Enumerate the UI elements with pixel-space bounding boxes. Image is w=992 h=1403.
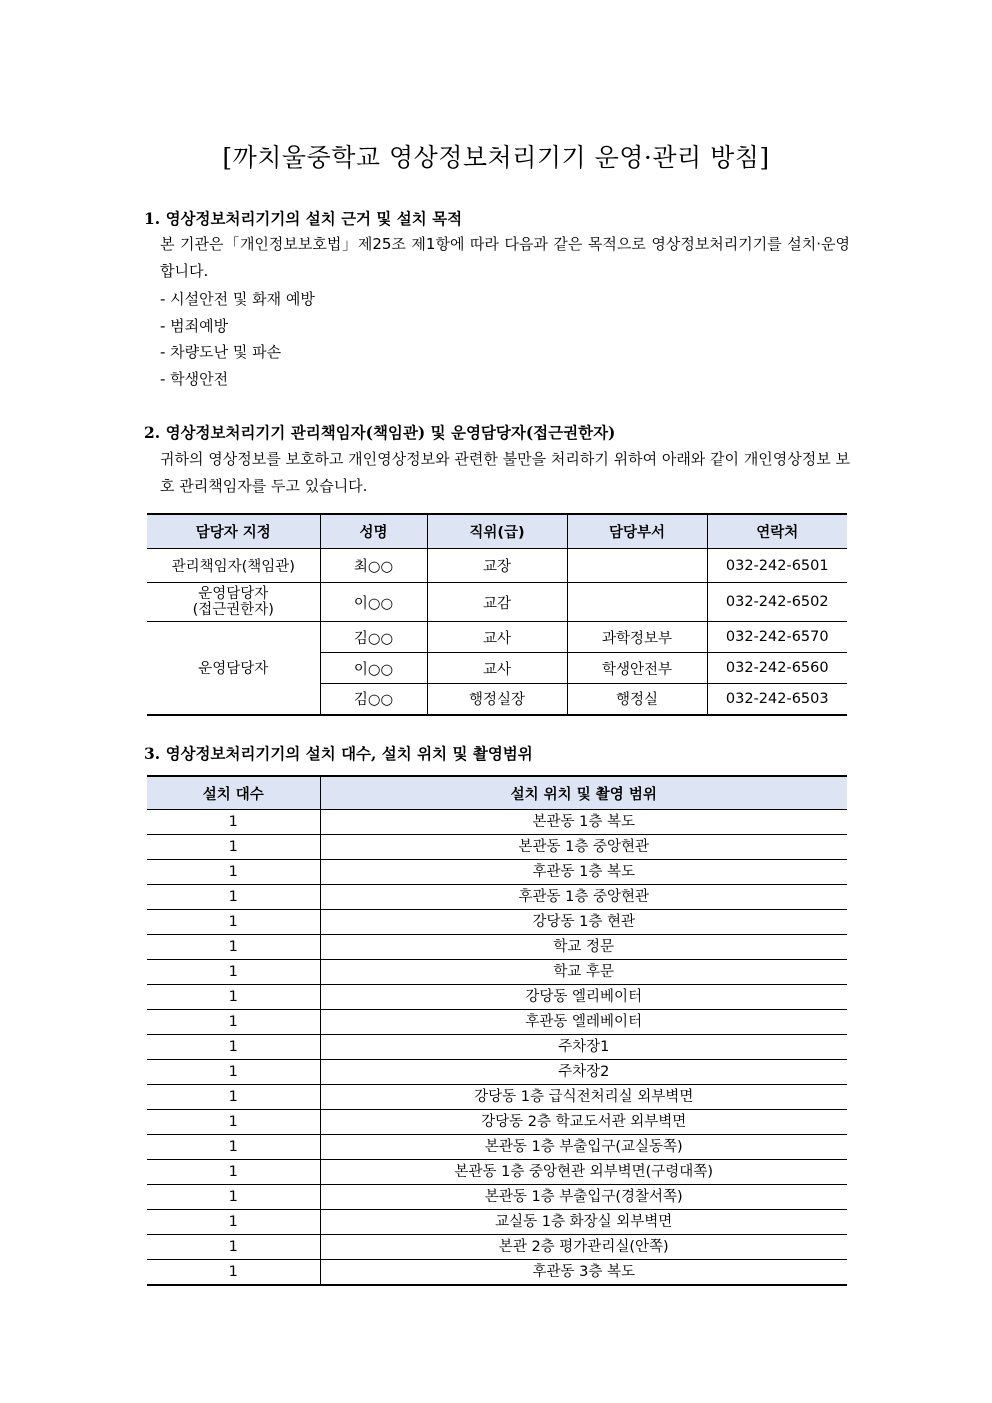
header-phone: 연락처 (707, 514, 847, 549)
cell-count: 1 (147, 1110, 320, 1135)
cell-position: 교사 (427, 622, 567, 653)
cell-location: 강당동 1층 현관 (320, 910, 847, 935)
section2-heading: 2. 영상정보처리기기 관리책임자(책임관) 및 운영담당자(접근권한자) (144, 423, 616, 442)
cell-location: 후관동 1층 복도 (320, 860, 847, 885)
section1-bullet: - 학생안전 (160, 370, 229, 388)
cell-location: 후관동 엘레베이터 (320, 1010, 847, 1035)
table-row (147, 1160, 847, 1185)
cell-location: 강당동 1층 급식전처리실 외부벽면 (320, 1085, 847, 1110)
cell-count: 1 (147, 860, 320, 885)
header-count: 설치 대수 (147, 776, 320, 810)
table-header-row (147, 776, 847, 810)
header-dept: 담당부서 (567, 514, 707, 549)
document-title: [까치울중학교 영상정보처리기기 운영·관리 방침] (222, 143, 770, 172)
header-name: 성명 (320, 514, 427, 549)
cell-role-line2: (접근권한자) (192, 602, 274, 618)
header-position: 직위(급) (427, 514, 567, 549)
table-row (147, 960, 847, 985)
section1-heading: 1. 영상정보처리기기의 설치 근거 및 설치 목적 (144, 209, 463, 228)
cell-location: 본관동 1층 중앙현관 (320, 835, 847, 860)
section1-paragraph: 본 기관은「개인정보보호법」제25조 제1항에 따라 다음과 같은 목적으로 영상정보처리기기를 설치·운영합니다. (160, 235, 850, 280)
cell-count: 1 (147, 1185, 320, 1210)
cell-name: 김○○ (320, 684, 427, 715)
cell-location: 학교 후문 (320, 960, 847, 985)
section2-paragraph: 귀하의 영상정보를 보호하고 개인영상정보와 관련한 불만을 처리하기 위하여 아래와 같이 개인영상정보 보호 관리책임자를 두고 있습니다. (160, 450, 851, 495)
table-row (147, 1135, 847, 1160)
cell-location: 강당동 2층 학교도서관 외부벽면 (320, 1110, 847, 1135)
cell-count: 1 (147, 810, 320, 835)
table-row (147, 1035, 847, 1060)
cell-name: 이○○ (320, 583, 427, 622)
cell-count: 1 (147, 885, 320, 910)
cell-count: 1 (147, 1260, 320, 1286)
cell-count: 1 (147, 1060, 320, 1085)
table-row (147, 935, 847, 960)
cell-location: 강당동 엘리베이터 (320, 985, 847, 1010)
cell-count: 1 (147, 835, 320, 860)
table-row (147, 1085, 847, 1110)
table-row (147, 549, 847, 583)
cell-role (147, 583, 320, 622)
table-row (147, 835, 847, 860)
cell-position: 교감 (427, 583, 567, 622)
cell-dept: 과학정보부 (567, 622, 707, 653)
table-row (147, 1210, 847, 1235)
cell-position: 행정실장 (427, 684, 567, 715)
cell-count: 1 (147, 1210, 320, 1235)
table-row (147, 583, 847, 622)
cell-phone: 032-242-6501 (707, 549, 847, 583)
cell-phone: 032-242-6503 (707, 684, 847, 715)
table-row (147, 910, 847, 935)
cell-location: 본관동 1층 부출입구(경찰서쪽) (320, 1185, 847, 1210)
cell-phone: 032-242-6560 (707, 653, 847, 684)
table-row (147, 810, 847, 835)
table-row (147, 1110, 847, 1135)
cell-count: 1 (147, 1160, 320, 1185)
cell-location: 주차장2 (320, 1060, 847, 1085)
table-row (147, 1185, 847, 1210)
camera-location-table (147, 775, 847, 1286)
table-header-row (147, 514, 847, 549)
cell-position: 교사 (427, 653, 567, 684)
cell-name: 이○○ (320, 653, 427, 684)
section1-bullet: - 시설안전 및 화재 예방 (160, 290, 315, 308)
cell-location: 학교 정문 (320, 935, 847, 960)
cell-dept (567, 549, 707, 583)
cell-location: 후관동 3층 복도 (320, 1260, 847, 1286)
cell-count: 1 (147, 1085, 320, 1110)
header-role: 담당자 지정 (147, 514, 320, 549)
table-row (147, 885, 847, 910)
cell-count: 1 (147, 985, 320, 1010)
cell-location: 주차장1 (320, 1035, 847, 1060)
cell-location: 후관동 1층 중앙현관 (320, 885, 847, 910)
cell-phone: 032-242-6502 (707, 583, 847, 622)
section3-heading: 3. 영상정보처리기기의 설치 대수, 설치 위치 및 촬영범위 (144, 744, 533, 763)
header-location: 설치 위치 및 촬영 범위 (320, 776, 847, 810)
cell-phone: 032-242-6570 (707, 622, 847, 653)
cell-count: 1 (147, 910, 320, 935)
staff-table (147, 513, 847, 716)
cell-dept: 행정실 (567, 684, 707, 715)
cell-count: 1 (147, 935, 320, 960)
table-row (147, 1235, 847, 1260)
table-row (147, 985, 847, 1010)
table-row (147, 622, 847, 653)
cell-count: 1 (147, 1035, 320, 1060)
table-row (147, 1260, 847, 1286)
cell-dept: 학생안전부 (567, 653, 707, 684)
cell-dept (567, 583, 707, 622)
cell-name: 김○○ (320, 622, 427, 653)
cell-location: 본관동 1층 복도 (320, 810, 847, 835)
cell-location: 본관동 1층 중앙현관 외부벽면(구령대쪽) (320, 1160, 847, 1185)
section1-bullet: - 차량도난 및 파손 (160, 343, 282, 361)
section1-bullet: - 범죄예방 (160, 317, 229, 335)
cell-count: 1 (147, 1010, 320, 1035)
cell-count: 1 (147, 960, 320, 985)
table-row (147, 860, 847, 885)
cell-role: 관리책임자(책임관) (147, 549, 320, 583)
table-row (147, 1010, 847, 1035)
cell-location: 본관동 1층 부출입구(교실동쪽) (320, 1135, 847, 1160)
cell-role-line1: 운영담당자 (198, 586, 269, 602)
cell-position: 교장 (427, 549, 567, 583)
cell-count: 1 (147, 1135, 320, 1160)
cell-count: 1 (147, 1235, 320, 1260)
cell-role: 운영담당자 (147, 622, 320, 715)
cell-location: 본관 2층 평가관리실(안쪽) (320, 1235, 847, 1260)
cell-location: 교실동 1층 화장실 외부벽면 (320, 1210, 847, 1235)
cell-name: 최○○ (320, 549, 427, 583)
table-row (147, 1060, 847, 1085)
